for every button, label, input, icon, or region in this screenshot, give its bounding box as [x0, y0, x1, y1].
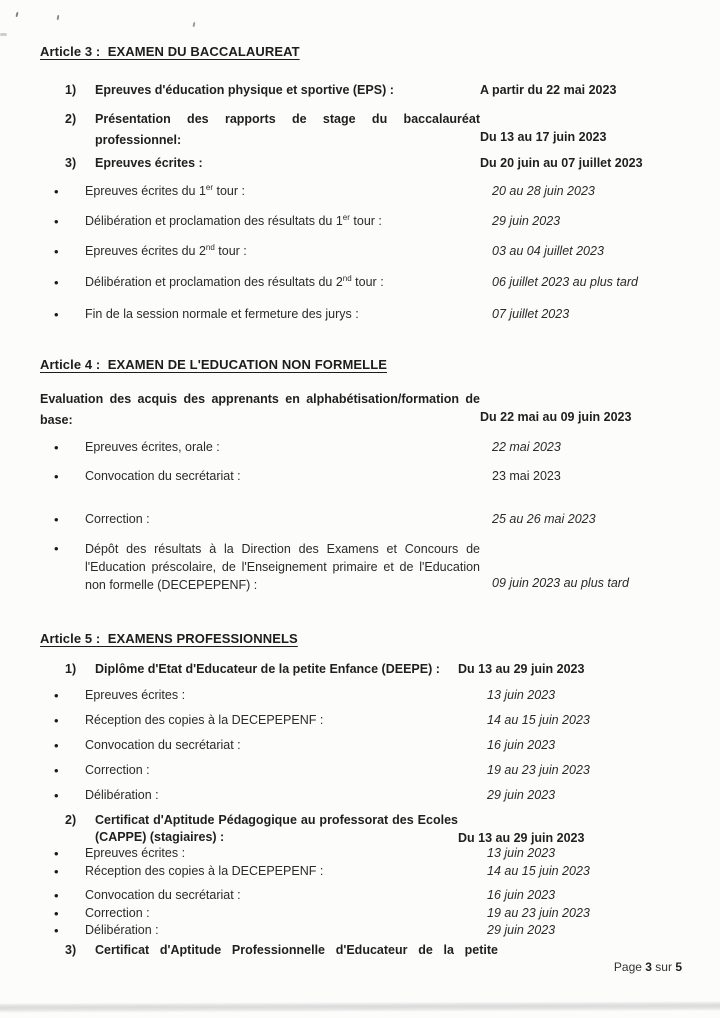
footer-page-label: Page	[613, 960, 642, 974]
bullet-date: 29 juin 2023	[487, 788, 556, 802]
bullet-text	[85, 307, 480, 322]
bullet-text-pre: Fin de la session normale et fermeture des jurys :	[85, 307, 359, 321]
bullet-date: 14 au 15 juin 2023	[487, 864, 590, 878]
bullet-text: Convocation du secrétariat :	[85, 469, 241, 483]
bullet-icon: •	[54, 184, 59, 199]
item-text-line1: Présentation des rapports de stage du baccalauréat	[95, 112, 480, 126]
item-text-line2: professionnel:	[95, 133, 182, 147]
item-text: Diplôme d'Etat d'Educateur de la petite Enfance (DEEPE) :	[95, 662, 440, 676]
bullet-date: 20 au 28 juin 2023	[492, 184, 595, 198]
article-4-heading: Article 4 : EXAMEN DE L'EDUCATION NON FORMELLE	[40, 357, 388, 372]
bullet-text	[85, 214, 480, 229]
bullet-date: 13 juin 2023	[487, 846, 556, 860]
bullet-date: 16 juin 2023	[487, 888, 556, 902]
bullet-item	[40, 688, 695, 703]
bullet-icon: •	[54, 763, 59, 778]
bullet-item	[40, 923, 695, 938]
bullet-item	[40, 738, 695, 753]
bullet-date: 06 juillet 2023 au plus tard	[492, 275, 638, 289]
bullet-icon: •	[54, 512, 59, 527]
bullet-item	[40, 214, 695, 229]
bullet-item	[40, 713, 695, 728]
footer-page-total: 5	[675, 960, 682, 974]
bullet-text: Correction :	[85, 512, 150, 526]
item-date: Du 20 juin au 07 juillet 2023	[480, 156, 643, 170]
bullet-text: Correction :	[85, 763, 150, 777]
item-text: Certificat d'Aptitude Professionnelle d'Educateur de la petite	[95, 943, 498, 957]
bullet-text-pre: Epreuves écrites du 2	[85, 244, 206, 258]
bullet-text: Epreuves écrites, orale :	[85, 440, 220, 454]
bullet-item	[40, 864, 695, 879]
item-text-line1: Certificat d'Aptitude Pédagogique au professorat des Ecoles	[95, 813, 458, 827]
bullet-item	[40, 763, 695, 778]
deposit-line1: Dépôt des résultats à la Direction des Examens et Concours de	[85, 542, 480, 556]
bullet-text-pre: Délibération et proclamation des résultats du 1	[85, 214, 343, 228]
bullet-text-post: tour :	[213, 184, 245, 198]
bullet-date: 19 au 23 juin 2023	[487, 763, 590, 777]
bullet-item	[40, 788, 695, 803]
item-date: Du 13 au 29 juin 2023	[458, 662, 585, 676]
bullet-item	[40, 846, 695, 861]
bullet-date: 19 au 23 juin 2023	[487, 906, 590, 920]
bullet-icon: •	[54, 541, 59, 556]
bullet-text-pre: Epreuves écrites du 1	[85, 184, 206, 198]
bullet-item	[40, 184, 695, 199]
bullet-date: 03 au 04 juillet 2023	[492, 244, 604, 258]
bullet-text: Délibération :	[85, 788, 159, 802]
intro-line1: Evaluation des acquis des apprenants en alphabétisation/formation de	[40, 392, 480, 406]
numbered-item	[40, 109, 695, 151]
bullet-text: Epreuves écrites :	[85, 688, 186, 702]
bullet-item	[40, 512, 695, 527]
intro-line2: base:	[40, 413, 73, 427]
bullet-date: 13 juin 2023	[487, 688, 556, 702]
item-number: 2)	[65, 813, 77, 827]
bullet-date: 22 mai 2023	[492, 440, 561, 454]
numbered-item	[40, 943, 695, 958]
item-text: Epreuves d'éducation physique et sportive (EPS) :	[95, 83, 394, 97]
bullet-text: Délibération :	[85, 923, 159, 937]
numbered-item	[40, 83, 695, 98]
bullet-item	[40, 888, 695, 903]
bullet-text-post: tour :	[214, 244, 247, 258]
bullet-icon: •	[54, 440, 59, 455]
bullet-icon: •	[54, 713, 59, 728]
bullet-item	[40, 275, 695, 290]
intro-date: Du 22 mai au 09 juin 2023	[480, 410, 632, 424]
bullet-icon: •	[54, 788, 59, 803]
footer-separator: sur	[655, 960, 672, 974]
bullet-text: Convocation du secrétariat :	[85, 738, 241, 752]
bullet-text-sup: er	[205, 182, 214, 192]
bullet-item	[40, 307, 695, 322]
item-number: 1)	[65, 83, 77, 97]
bullet-date: 29 juin 2023	[487, 923, 556, 937]
bullet-item	[40, 540, 695, 594]
deposit-line3: non formelle (DECEPEPENF) :	[85, 578, 258, 592]
article-3-heading: Article 3 : EXAMEN DU BACCALAUREAT	[40, 44, 300, 59]
bullet-item	[40, 906, 695, 921]
bullet-icon: •	[54, 307, 59, 322]
bullet-icon: •	[54, 275, 59, 290]
article-5-heading: Article 5 : EXAMENS PROFESSIONNELS	[40, 631, 298, 646]
bullet-date: 23 mai 2023	[492, 469, 561, 483]
footer-page-number: 3	[645, 960, 652, 974]
bullet-icon: •	[54, 688, 59, 703]
bullet-item	[40, 469, 695, 484]
bullet-date: 09 juin 2023 au plus tard	[492, 576, 629, 590]
bullet-icon: •	[54, 864, 59, 879]
numbered-item	[40, 662, 695, 677]
item-number: 2)	[65, 112, 77, 126]
bullet-text-post: tour :	[349, 214, 382, 228]
bullet-text-sup: nd	[205, 242, 215, 252]
bullet-text-pre: Délibération et proclamation des résultats du 2	[85, 275, 343, 289]
bullet-text: Réception des copies à la DECEPEPENF :	[85, 713, 324, 727]
item-text-line2: (CAPPE) (stagiaires) :	[95, 830, 225, 844]
bullet-date: 16 juin 2023	[487, 738, 556, 752]
bullet-item	[40, 440, 695, 455]
bullet-icon: •	[54, 244, 59, 259]
item-text: Epreuves écrites :	[95, 156, 203, 170]
bullet-icon: •	[54, 738, 59, 753]
bullet-date: 29 juin 2023	[492, 214, 561, 228]
item-number: 1)	[65, 662, 77, 676]
item-date: Du 13 au 17 juin 2023	[480, 130, 607, 144]
bullet-text: Convocation du secrétariat :	[85, 888, 241, 902]
item-number: 3)	[65, 943, 77, 957]
bullet-text: Réception des copies à la DECEPEPENF :	[85, 864, 324, 878]
numbered-item	[40, 812, 695, 846]
bullet-date: 07 juillet 2023	[492, 307, 570, 321]
bullet-icon: •	[54, 906, 59, 921]
page-footer	[614, 960, 682, 975]
deposit-line2: l'Education préscolaire, de l'Enseignement primaire et de l'Education	[85, 560, 480, 574]
bullet-text: Correction :	[85, 906, 150, 920]
intro-paragraph	[40, 389, 695, 431]
bullet-text	[85, 275, 480, 290]
bullet-text	[85, 244, 480, 259]
bullet-icon: •	[54, 846, 59, 861]
bullet-text-sup: er	[342, 212, 350, 222]
bullet-icon: •	[54, 923, 59, 938]
bullet-icon: •	[54, 888, 59, 903]
bullet-text-sup: nd	[342, 273, 352, 283]
bullet-date: 14 au 15 juin 2023	[487, 713, 590, 727]
bullet-text: Epreuves écrites :	[85, 846, 186, 860]
scan-speck	[0, 33, 7, 36]
item-number: 3)	[65, 156, 77, 170]
bullet-text	[85, 184, 480, 199]
bullet-item	[40, 244, 695, 259]
item-date: Du 13 au 29 juin 2023	[458, 831, 585, 845]
bullet-icon: •	[54, 469, 59, 484]
bullet-text-post: tour :	[351, 275, 384, 289]
item-date: A partir du 22 mai 2023	[480, 83, 617, 97]
numbered-item	[40, 156, 695, 171]
scan-edge-shadow	[0, 1002, 720, 1012]
bullet-icon: •	[54, 214, 59, 229]
bullet-date: 25 au 26 mai 2023	[492, 512, 596, 526]
